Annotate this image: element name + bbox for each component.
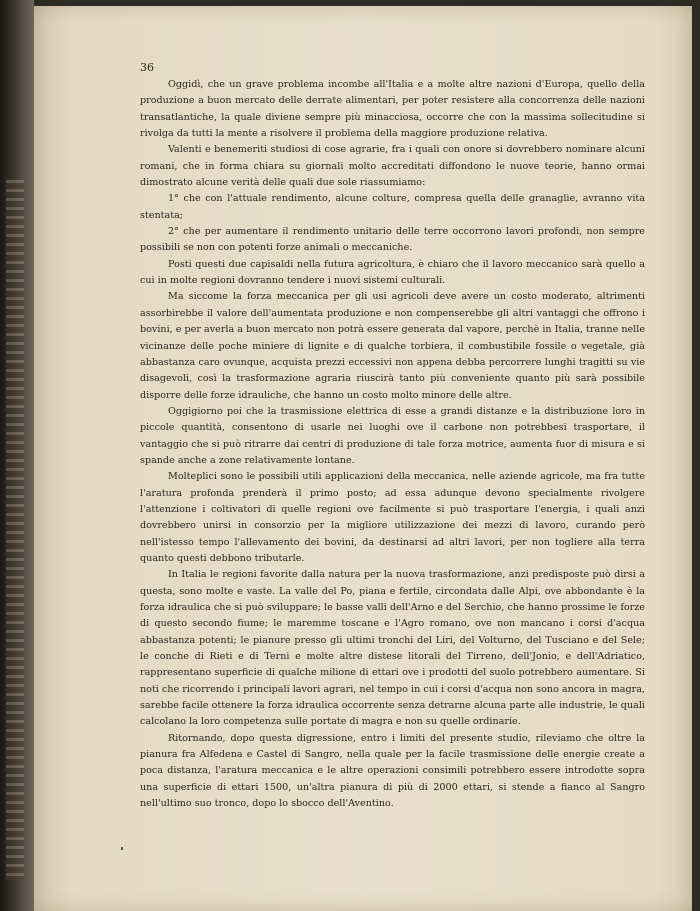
- paragraph-7: Oggigiorno poi che la trasmissione elettrica di esse a grandi distanze e la distribuzione loro in piccole quantità, consentono di usarle nei luoghi ove il carbone non potrebbesi trasportare, il vantaggio che si può ritrarre dai centri di produzione di tale forza motrice, aumenta fuor di misura e si spande anche a zone relativamente lontane.: [140, 405, 645, 466]
- paragraph-9: In Italia le regioni favorite dalla natura per la nuova trasformazione, anzi predisposte può dirsi a questa, sono molte e vaste. La valle del Po, piana e fertile, circondata dalle Alpi, ove abbondante è la forza idraulica che si può sviluppare; le basse valli dell'Arno e del Serchio, che hanno prossime le forze di questo secondo fiume; le maremme toscane e l'Agro romano, ove non mancano i corsi d'acqua abbastanza potenti; le pianure presso gli ultimi tronchi del Liri, del Volturno, del Tusciano e del Sele; le conche di Rieti e di Terni e molte altre distese litorali del Tirreno, dell'Jonio, e dell'Adriatico, rappresentano superficie di qualche milione di ettari ove i prodotti del suolo potrebbero aumentare. Si noti che ricorrendo i principali lavori agrari, nel tempo in cui i corsi d'acqua non sono ancora in magra, sarebbe facile ottenere la forza idraulica occorrente senza detrarne alcuna parte alle industrie, le quali calcolano la loro competenza sulle portate di magra e non su quelle ordinarie.: [140, 569, 645, 728]
- book-binding: [0, 0, 34, 911]
- paragraph-2: Valenti e benemeriti studiosi di cose agrarie, fra i quali con onore si dovrebbero nominare alcuni romani, che in forma chiara su giornali molto accreditati diffondono le nuove teorie, hanno ormai dimostrato alcune verità delle quali due sole riassumiamo:: [140, 144, 645, 189]
- paragraph-10: Ritornando, dopo questa digressione, entro i limiti del presente studio, rileviamo che oltre la pianura fra Alfedena e Castel di Sangro, nella quale per la facile trasmissione delle energie create a poca distanza, l'aratura meccanica e le altre operazioni consimili potrebbero essere introdotte sopra una superficie di ettari 1500, un'altra pianura di più di 2000 ettari, si stende a fianco al Sangro nell'ultimo suo tronco, dopo lo sbocco dell'Aventino.: [140, 732, 645, 810]
- page-number: 36: [140, 61, 154, 74]
- page-text: [140, 60, 645, 812]
- paragraph-8: Molteplici sono le possibili utili applicazioni della meccanica, nelle aziende agricole, ma fra tutte l'aratura profonda prenderà il primo posto; ad essa adunque devono specialmente rivolgere l'attenzione i coltivatori di quelle regioni ove facilmente si può trasportare l'energia, i quali anzi dovrebbero unirsi in consorzio per la migliore utilizzazione dei mezzi di lavoro, curando però nell'istesso tempo l'allevamento dei bovini, da destinarsi ad altri lavori, per non togliere alla terra quanto questi debbono tributarle.: [140, 471, 645, 564]
- paragraph-5: Posti questi due capisaldi nella futura agricoltura, è chiaro che il lavoro meccanico sarà quello a cui in molte regioni dovranno tendere i nuovi sistemi culturali.: [140, 258, 645, 287]
- paragraph-1: Oggidì, che un grave problema incombe all'Italia e a molte altre nazioni d'Europa, quello della produzione a buon mercato delle derrate alimentari, per poter resistere alla concorrenza delle nazioni transatlantiche, la quale diviene sempre più minacciosa, occorre che con la massima sollecitudine si rivolga da tutti la mente a risolvere il problema della maggiore produzione relativa.: [140, 79, 645, 140]
- paragraph-3: 1° che con l'attuale rendimento, alcune colture, compresa quella delle granaglie, avranno vita stentata;: [140, 193, 645, 221]
- book-page: [34, 6, 692, 911]
- paragraph-6: Ma siccome la forza meccanica per gli usi agricoli deve avere un costo moderato, altrimenti assorbirebbe il valore dell'aumentata produzione e non compenserebbe gli altri vantaggi che offrono i bovini, e per averla a buon mercato non potrà essere generata dal vapore, perchè in Italia, tranne nelle vicinanze delle poche miniere di lignite e di qualche torbiera, il combustibile fossile o vegetale, già abbastanza caro ovunque, acquista prezzi eccessivi non appena debba percorrere lunghi tragitti su vie disagevoli, così la trasformazione agraria riuscirà tanto più conveniente quanto più sarà possibile disporre delle forze idrauliche, che hanno un costo molto minore delle altre.: [140, 291, 645, 401]
- binding-texture: [6, 180, 24, 880]
- paragraph-4: 2° che per aumentare il rendimento unitario delle terre occorrono lavori profondi, non sempre possibili se non con potenti forze animali o meccaniche.: [140, 226, 645, 254]
- ink-speck: [121, 847, 123, 850]
